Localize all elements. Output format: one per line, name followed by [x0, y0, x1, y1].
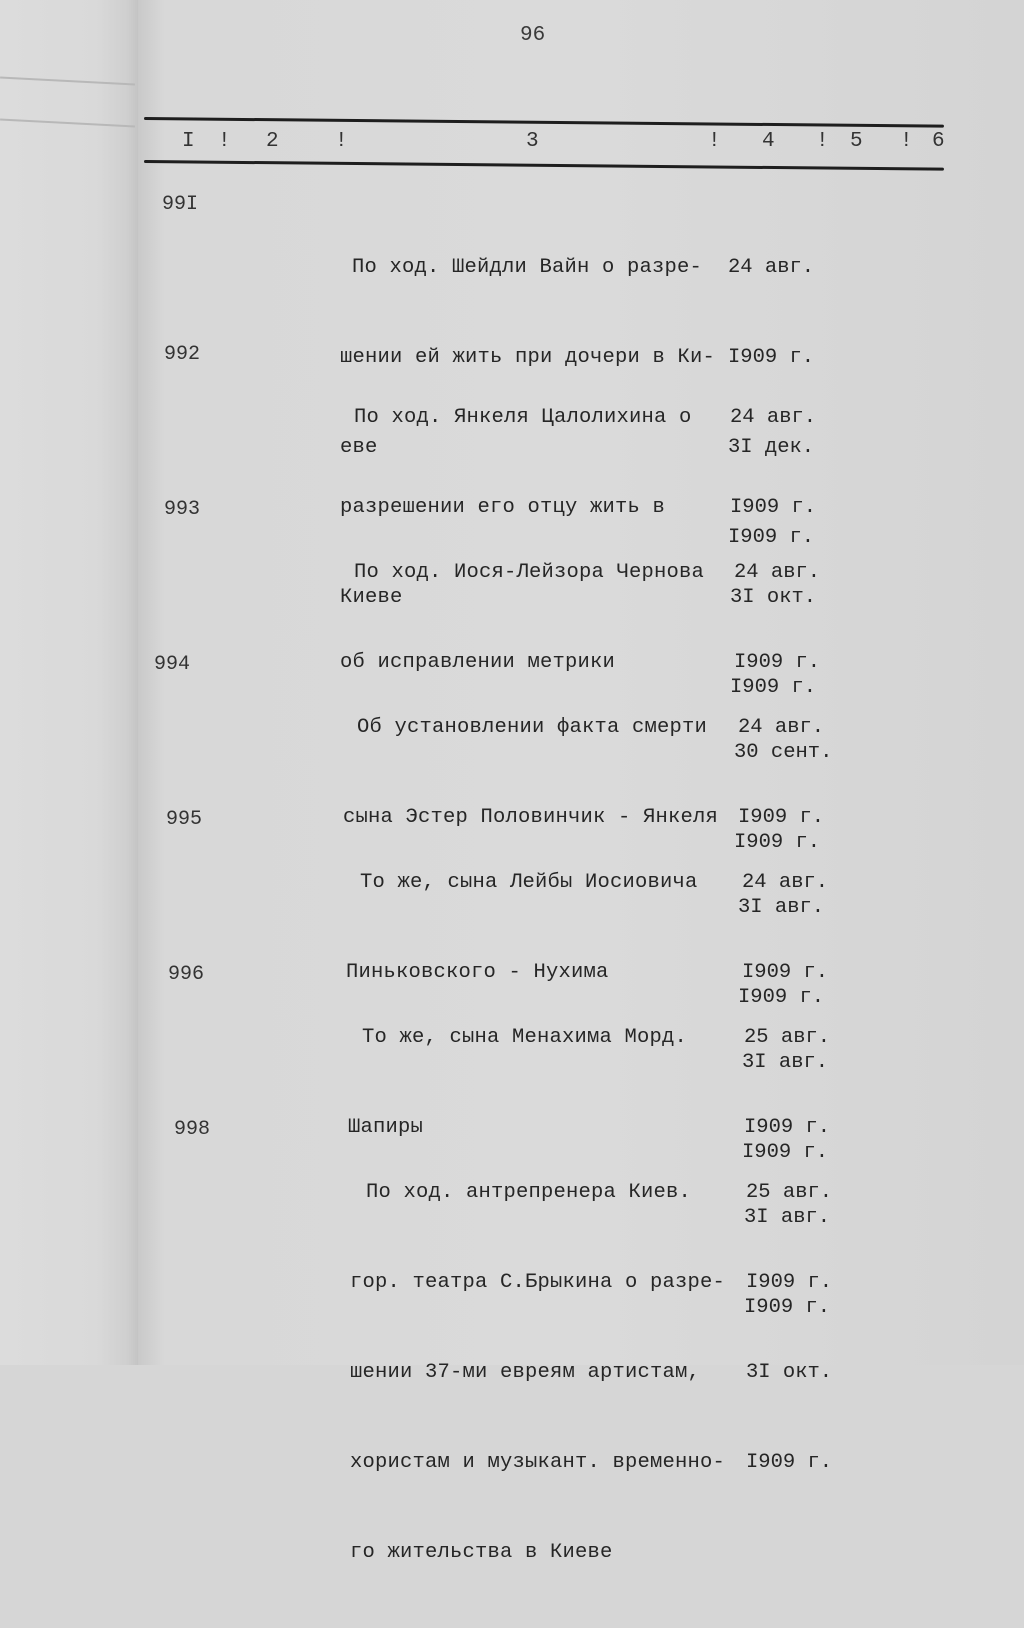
end-date: 3I авг. [744, 1206, 831, 1229]
column-header-4: 4 [762, 130, 775, 153]
entry-description [350, 1118, 725, 1628]
start-year: I909 г. [734, 651, 821, 674]
description-line: сына Эстер Половинчик - Янкеля [343, 806, 719, 829]
description-line: По ход. антрепренера Киев. [366, 1181, 692, 1204]
end-year: I909 г. [742, 1141, 829, 1164]
column-header-3: 3 [526, 130, 539, 153]
description-line: еве [340, 436, 378, 459]
end-year: I909 г. [744, 1296, 831, 1319]
description-line: хористам и музыкант. временно- [350, 1451, 726, 1474]
column-separator: ! [335, 130, 348, 153]
start-year: I909 г. [728, 346, 815, 369]
description-line: разрешении его отцу жить в [340, 496, 666, 519]
end-date: 3I авг. [742, 1051, 829, 1074]
end-year: I909 г. [730, 676, 817, 699]
start-date: 25 авг. [746, 1181, 833, 1204]
description-line: По ход. Иося-Лейзора Чернова [354, 561, 705, 584]
end-date: 3I дек. [728, 436, 815, 459]
end-date: 3I окт. [746, 1361, 833, 1384]
start-date: 24 авг. [742, 871, 829, 894]
column-separator: ! [708, 130, 721, 153]
description-line: То же, сына Менахима Морд. [362, 1026, 688, 1049]
entry-dates [746, 1118, 832, 1538]
description-line: шении 37-ми евреям артистам, [350, 1361, 701, 1384]
entry-number: 998 [174, 1118, 211, 1141]
page-number: 96 [520, 24, 546, 47]
description-line: Пиньковского - Нухима [346, 961, 609, 984]
column-separator: ! [218, 130, 231, 153]
column-header-2: 2 [266, 130, 279, 153]
start-date: 24 авг. [730, 406, 817, 429]
description-line: го жительства в Киеве [350, 1541, 613, 1564]
end-date: 30 сент. [734, 741, 833, 764]
previous-page-edge [0, 0, 138, 1365]
column-header-6: 6 [932, 130, 945, 153]
description-line: Киеве [340, 586, 403, 609]
start-year: I909 г. [746, 1271, 833, 1294]
description-line: Шапиры [348, 1116, 424, 1139]
entry-number: 99I [162, 193, 199, 216]
description-line: гор. театра С.Брыкина о разре- [350, 1271, 726, 1294]
start-date: 24 авг. [734, 561, 821, 584]
entry-number: 993 [164, 498, 201, 521]
entry-number: 995 [166, 808, 203, 831]
end-year: I909 г. [734, 831, 821, 854]
description-line: По ход. Янкеля Цалолихина о [354, 406, 692, 429]
end-year: I909 г. [728, 526, 815, 549]
column-separator: ! [900, 130, 913, 153]
description-line: об исправлении метрики [340, 651, 616, 674]
start-year: I909 г. [738, 806, 825, 829]
start-year: I909 г. [742, 961, 829, 984]
end-date: 3I авг. [738, 896, 825, 919]
start-year: I909 г. [744, 1116, 831, 1139]
table-header-bottom-rule [144, 160, 944, 171]
bleed-through-rule [0, 76, 135, 85]
start-date: 25 авг. [744, 1026, 831, 1049]
description-line: шении ей жить при дочери в Ки- [340, 346, 716, 369]
end-year: I909 г. [738, 986, 825, 1009]
start-date: 24 авг. [738, 716, 825, 739]
description-line: По ход. Шейдли Вайн о разре- [352, 256, 703, 279]
start-year: I909 г. [730, 496, 817, 519]
archive-inventory-page [138, 0, 1024, 1564]
description-line: Об установлении факта смерти [357, 716, 708, 739]
column-separator: ! [816, 130, 829, 153]
table-header-top-rule [144, 117, 944, 128]
description-line: То же, сына Лейбы Иосиовича [360, 871, 698, 894]
start-date: 24 авг. [728, 256, 815, 279]
column-header-5: 5 [850, 130, 863, 153]
entry-number: 994 [154, 653, 191, 676]
column-header-1: I [182, 130, 195, 153]
end-year: I909 г. [746, 1451, 833, 1474]
end-date: 3I окт. [730, 586, 817, 609]
entry-number: 996 [168, 963, 205, 986]
bleed-through-rule [0, 118, 135, 127]
entry-number: 992 [164, 343, 201, 366]
